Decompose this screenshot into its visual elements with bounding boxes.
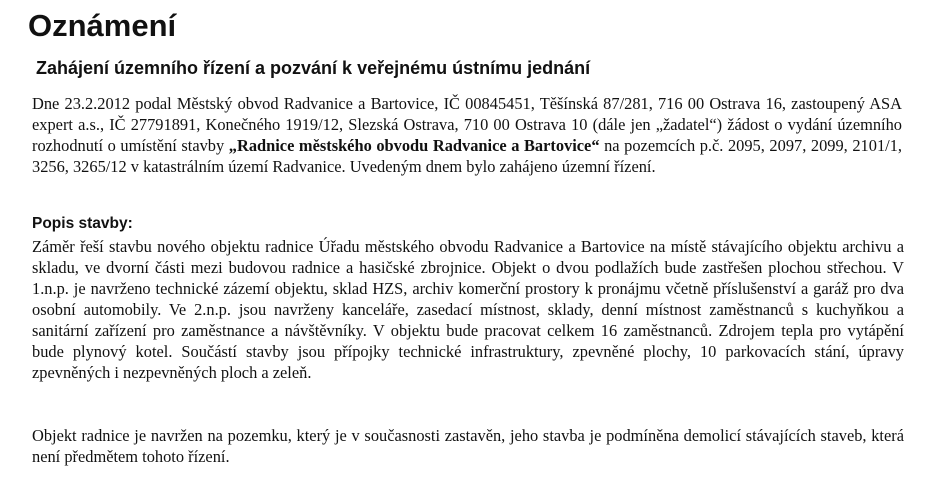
intro-paragraph: [32, 93, 902, 177]
intro-text-start: Dne 23.2.2012 podal Městský obvod Radvanice a Bartovice, IČ 00845451, Těšínská 87/281, 716 00 Ostrava 16, zastoupený ASA expert a.s., IČ 27791891, Konečného 1919/12, Slezská Ostrava, 710 00 Ostrava 10 (dále jen „žadatel“) žádost o vydání územního rozhodnutí o umístění stavby: [32, 94, 902, 155]
page-subtitle: Zahájení územního řízení a pozvání k veřejnému ústnímu jednání: [36, 58, 591, 78]
section-heading: Popis stavby:: [32, 215, 133, 232]
closing-paragraph: Objekt radnice je navržen na pozemku, který je v současnosti zastavěn, jeho stavba je podmíněna demolicí stávajících staveb, která není předmětem tohoto řízení.: [32, 426, 904, 466]
intro-text-end: na pozemcích p.č. 2095, 2097, 2099, 2101/1, 3256, 3265/12 v katastrálním území Radvanice. Uvedeným dnem bylo zahájeno územní řízení.: [32, 136, 902, 176]
description-paragraph: Záměr řeší stavbu nového objektu radnice Úřadu městského obvodu Radvanice a Bartovice na místě stávajícího objektu archivu a skladu, ve dvorní části mezi budovou radnice a hasičské zbrojnice. Objekt o dvou podlažích bude zastřešen plochou střechou. V 1.n.p. je navrženo technické zázemí objektu, sklad HZS, archiv komerční prostory k pronájmu včetně příslušenství a garáž pro dva osobní automobily. Ve 2.n.p. jsou navrženy kanceláře, zasedací místnost, sklady, denní místnost zaměstnanců s kuchyňkou a sanitární zařízení pro zaměstnance a návštěvníky. V objektu bude pracovat celkem 16 zaměstnanců. Zdrojem tepla pro vytápění bude plynový kotel. Součástí stavby jsou přípojky technické infrastruktury, zpevněné plochy, 10 parkovacích stání, úpravy zpevněných i nezpevněných ploch a zeleň.: [32, 237, 904, 382]
page-title: Oznámení: [28, 8, 177, 43]
project-name: „Radnice městského obvodu Radvanice a Bartovice“: [228, 136, 600, 155]
